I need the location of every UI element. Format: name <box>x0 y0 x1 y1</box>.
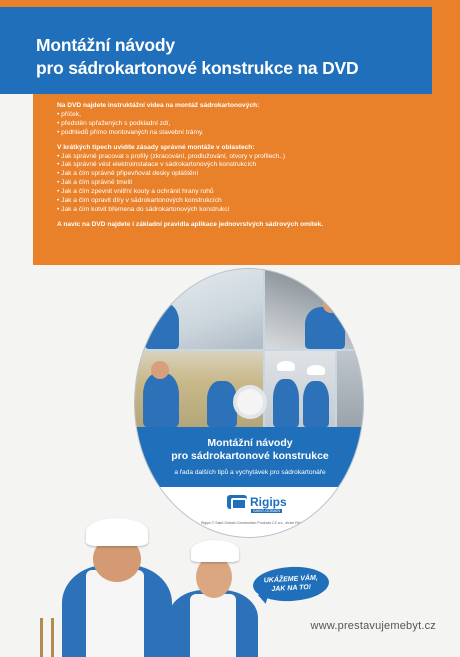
list-item: • Jak správně pracovat s profily (zkracování, prodlužování, otvory v profilech..) <box>57 153 450 162</box>
bubble-line-1: UKÁŽEME VÁM, <box>263 574 318 585</box>
title-line-1: Montážní návody <box>36 35 175 55</box>
photo-drilling-ceiling <box>265 269 364 349</box>
worker-face <box>323 297 339 313</box>
intro-heading: Na DVD najdete instruktážní videa na montáž sádrokartonových: <box>57 102 260 109</box>
intro-list <box>57 111 450 138</box>
dvd-disc <box>134 268 364 538</box>
disc-fine-print: Rigips © Saint-Gobain Construction Products CZ a.s., divize Rigips <box>201 521 305 525</box>
photo-two-workers <box>265 351 335 427</box>
rigips-logo-icon <box>227 495 247 509</box>
intro-block <box>57 102 450 138</box>
disc-title-line-1: Montážní návody <box>207 437 293 449</box>
workers-photo <box>0 510 280 657</box>
worker-face <box>151 361 169 379</box>
list-item: • Jak správně vést elektroinstalace v sádrokartonových konstrukcích <box>57 161 450 170</box>
worker-face <box>153 289 171 307</box>
hard-hat-icon <box>191 540 239 562</box>
list-item: • předstěn spřažených s podkladní zdí, <box>57 120 450 129</box>
list-item: • Jak a čím kotvit břemena do sádrokartonových konstrukcí <box>57 206 450 215</box>
photo-wall-detail <box>337 351 364 427</box>
photo-installing-wall <box>135 269 263 349</box>
disc-title-band <box>135 427 364 487</box>
worker-figure <box>143 373 179 427</box>
list-item: • Jak a čím opravit díry v sádrokartonových konstrukcích <box>57 197 450 206</box>
worker-figure <box>305 307 345 349</box>
orange-stripe <box>0 0 460 7</box>
disc-face <box>134 268 364 538</box>
disc-center-hole <box>233 385 267 419</box>
closing-note: A navíc na DVD najdete i základní pravidla aplikace jednovrstvých sádrových omítek. <box>57 220 324 228</box>
tips-list <box>57 153 450 215</box>
worker-figure <box>303 381 329 427</box>
disc-subtitle: a řada dalších tipů a vychytávek pro sádrokartonáře <box>174 469 326 476</box>
list-item: • Jak a čím zpevnit vnitřní kouty a ochránit hrany rohů <box>57 188 450 197</box>
hard-hat-icon <box>86 518 148 546</box>
disc-title-line-2: pro sádrokartonové konstrukce <box>171 450 329 462</box>
ladder <box>40 618 54 657</box>
worker-left-overall <box>86 570 144 657</box>
hard-hat-icon <box>277 361 295 371</box>
list-item: • Jak a čím správně tmelit <box>57 179 450 188</box>
tips-heading: V krátkých tipech uvidíte zásady správné montáže v oblastech: <box>57 143 255 151</box>
title-line-2: pro sádrokartonové konstrukce na DVD <box>36 58 359 78</box>
website-link[interactable]: www.prestavujemebyt.cz <box>310 620 436 632</box>
bubble-line-2: JAK NA TO! <box>271 583 312 594</box>
list-item: • podhledů přímo montovaných na stavební trámy. <box>57 129 450 138</box>
list-item: • Jak a čím správně připevňovat desky opláštění <box>57 170 450 179</box>
worker-figure <box>273 379 299 427</box>
page-title <box>36 34 358 80</box>
worker-figure <box>145 303 179 349</box>
hard-hat-icon <box>307 365 325 375</box>
worker-right-overall <box>190 594 236 657</box>
header-banner <box>0 0 460 94</box>
saint-gobain-label: SAINT-GOBAIN <box>253 509 281 513</box>
description-box <box>33 94 460 265</box>
rigips-logo-text: Rigips <box>250 495 287 509</box>
list-item: • příček, <box>57 111 450 120</box>
rigips-logo <box>227 495 287 509</box>
tips-block <box>57 144 450 215</box>
orange-corner <box>432 0 460 94</box>
worker-right-face <box>196 556 232 598</box>
